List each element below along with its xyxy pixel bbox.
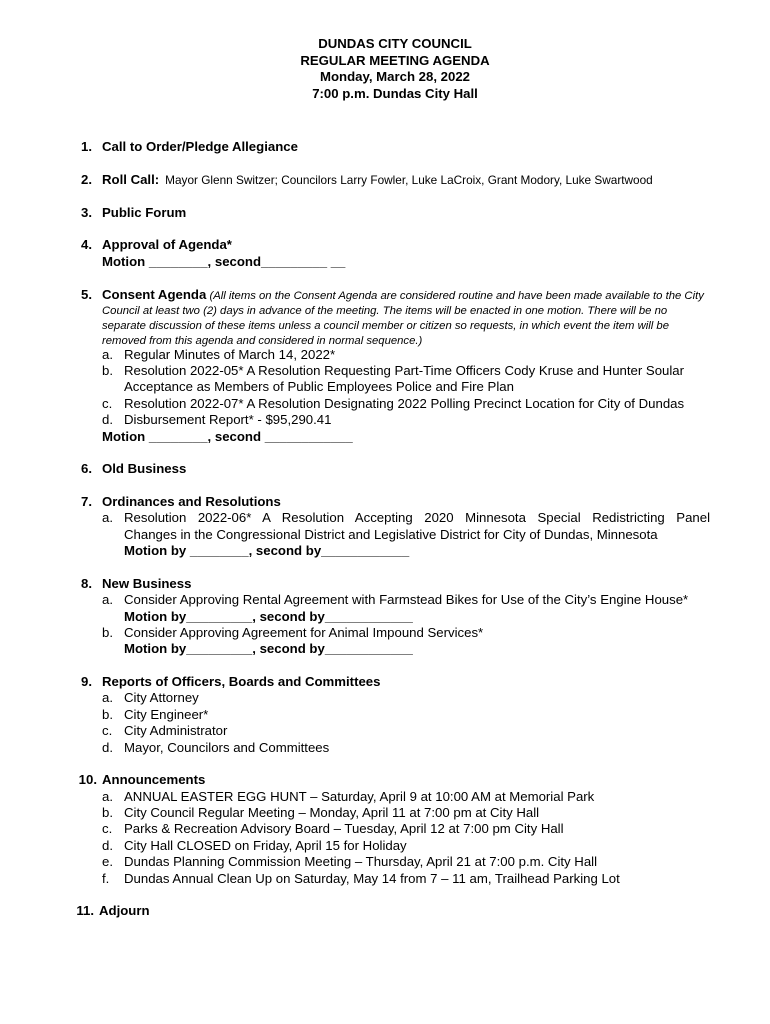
item-title-new-business: New Business <box>102 576 192 591</box>
meeting-type: REGULAR MEETING AGENDA <box>300 52 490 68</box>
motion-line: Motion by ________, second by____________ <box>124 543 410 558</box>
item-title-roll-call <box>102 172 653 189</box>
new-business-item-b: b. Consider Approving Agreement for Animal Impound Services* <box>102 625 484 640</box>
item-number: 2. <box>81 172 92 187</box>
item-title-adjourn: Adjourn <box>99 903 150 918</box>
consent-item-b-continued: Acceptance as Members of Public Employees Police and Fire Plan <box>124 379 514 394</box>
item-number: 11. <box>76 903 94 918</box>
announcement-b: b. City Council Regular Meeting – Monday, April 11 at 7:00 pm at City Hall <box>102 805 540 820</box>
resolution-item-a: a. <box>102 510 113 525</box>
motion-line: Motion ________, second ____________ <box>102 429 353 444</box>
resolution-item-a-continued: Changes in the Congressional District and Legislative District for City of Dundas, Minnesota <box>124 527 658 542</box>
report-item-b: b. City Engineer* <box>102 707 209 722</box>
new-business-item-a: a. Consider Approving Rental Agreement with Farmstead Bikes for Use of the City’s Engine House* <box>102 592 689 607</box>
report-item-c: c. City Administrator <box>102 723 228 738</box>
item-title-public-forum: Public Forum <box>102 205 187 220</box>
consent-item-d: d. Disbursement Report* - $95,290.41 <box>102 412 332 427</box>
roll-call-names: Mayor Glenn Switzer; Councilors Larry Fowler, Luke LaCroix, Grant Modory, Luke Swartwood <box>165 173 653 187</box>
item-number: 8. <box>81 576 92 591</box>
announcement-f: f. Dundas Annual Clean Up on Saturday, May 14 from 7 – 11 am, Trailhead Parking Lot <box>102 871 620 886</box>
announcement-a: a. ANNUAL EASTER EGG HUNT – Saturday, April 9 at 10:00 AM at Memorial Park <box>102 789 595 804</box>
item-title-approval-of-agenda: Approval of Agenda* <box>102 237 232 252</box>
agenda-header <box>0 36 770 102</box>
report-item-d: d. Mayor, Councilors and Committees <box>102 740 330 755</box>
item-number: 5. <box>81 287 92 302</box>
consent-item-c: c. Resolution 2022-07* A Resolution Designating 2022 Polling Precinct Location for City of Dundas <box>102 396 685 411</box>
item-number: 7. <box>81 494 92 509</box>
item-title-old-business: Old Business <box>102 461 187 476</box>
item-title-ordinances-resolutions: Ordinances and Resolutions <box>102 494 281 509</box>
item-number: 10. <box>78 772 97 787</box>
meeting-time-location: 7:00 p.m. Dundas City Hall <box>312 85 478 101</box>
motion-line: Motion by_________, second by____________ <box>124 609 413 624</box>
consent-agenda-note: (All items on the Consent Agenda are considered routine and have been made available to the City Council at least two (2) days in advance of the meeting. The items will be enacted in one motion. There will be no separate discussion of these items unless a council member or citizen so requests, in which event the item will be removed from this agenda and considered in normal sequence.) <box>102 290 704 347</box>
item-number: 6. <box>81 461 92 476</box>
item-title-call-to-order: Call to Order/Pledge Allegiance <box>102 139 298 154</box>
announcement-c: c. Parks & Recreation Advisory Board – Tuesday, April 12 at 7:00 pm City Hall <box>102 821 564 836</box>
report-item-a: a. City Attorney <box>102 690 199 705</box>
consent-item-b: b. Resolution 2022-05* A Resolution Requesting Part-Time Officers Cody Kruse and Hunter Soular <box>102 363 685 378</box>
motion-line: Motion by_________, second by____________ <box>124 641 413 656</box>
item-title-consent-agenda: Consent Agenda <box>102 287 207 302</box>
item-number: 4. <box>81 237 92 252</box>
item-number: 3. <box>81 205 92 220</box>
item-number: 1. <box>81 139 92 154</box>
council-name: DUNDAS CITY COUNCIL <box>318 36 472 51</box>
motion-line: Motion ________, second_________ __ <box>102 254 346 269</box>
announcement-e: e. Dundas Planning Commission Meeting – Thursday, April 21 at 7:00 p.m. City Hall <box>102 854 598 869</box>
consent-item-a: a. Regular Minutes of March 14, 2022* <box>102 347 336 362</box>
announcement-d: d. City Hall CLOSED on Friday, April 15 for Holiday <box>102 838 407 853</box>
resolution-item-a-text: Resolution 2022-06* A Resolution Accepting 2020 Minnesota Special Redistricting Panel <box>124 510 710 525</box>
item-number: 9. <box>81 674 92 689</box>
consent-agenda-block <box>102 287 714 349</box>
roll-call-label: Roll Call: <box>102 172 160 187</box>
item-title-announcements: Announcements <box>102 772 206 787</box>
item-title-reports: Reports of Officers, Boards and Committees <box>102 674 381 689</box>
meeting-date: Monday, March 28, 2022 <box>319 69 470 85</box>
